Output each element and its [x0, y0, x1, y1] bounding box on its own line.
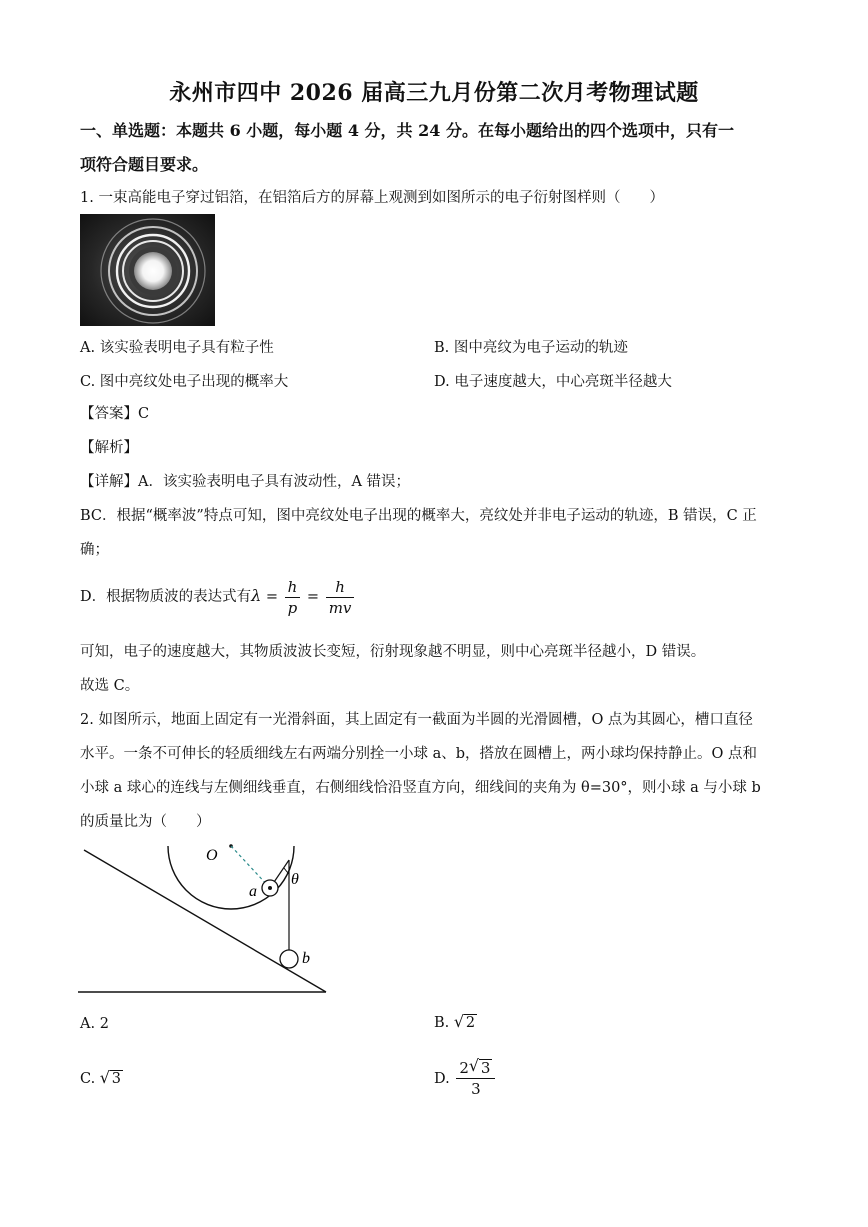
fraction-numerator: h	[285, 577, 301, 598]
section-heading-line2: 项符合题目要求。	[80, 155, 209, 174]
q2-option-b-prefix: B.	[434, 1015, 450, 1031]
label-b: b	[302, 950, 310, 967]
h-over-mv-fraction	[326, 577, 355, 618]
q1-analysis-label: 【解析】	[80, 440, 138, 456]
fraction-denominator: mv	[328, 598, 352, 617]
q2-option-d-prefix: D.	[434, 1070, 450, 1087]
fraction-numerator	[456, 1058, 495, 1079]
fraction-denominator: p	[287, 598, 298, 617]
q2-option-b	[434, 1014, 477, 1032]
label-o: O	[206, 847, 218, 864]
sqrt-radicand: 2	[465, 1015, 476, 1031]
fraction-denominator: 3	[471, 1080, 481, 1098]
theta-arc	[284, 868, 289, 874]
q1-detail-d-text: D．根据物质波的表达式有	[80, 589, 252, 605]
lambda-symbol: λ	[251, 586, 262, 605]
q2-stem-line2: 水平。一条不可伸长的轻质细线左右两端分别拴一小球 a、b，搭放在圆槽上，两小球均保持静止。O 点和	[80, 746, 758, 762]
h-over-p-fraction	[285, 577, 301, 618]
incline-line	[84, 850, 326, 992]
sqrt-radicand: 3	[111, 1071, 122, 1087]
page-title: 永州市四中 2026 届高三九月份第二次月考物理试题	[169, 80, 699, 106]
q1-detail-bc-line2: 确；	[80, 542, 109, 558]
section-heading-line1: 一、单选题：本题共 6 小题，每小题 4 分，共 24 分。在每小题给出的四个选项中，只有一	[80, 121, 734, 140]
q1-answer: 【答案】C	[80, 406, 150, 422]
q2-stem-line3: 小球 a 球心的连线与左侧细线垂直，右侧细线恰沿竖直方向，细线间的夹角为 θ=30°，则小球 a 与小球 b	[80, 780, 761, 796]
q1-detail-d	[80, 574, 356, 619]
q2-option-a: A. 2	[80, 1016, 109, 1032]
sqrt-2: √ 2	[453, 1012, 476, 1031]
q2-option-c	[80, 1070, 123, 1088]
q1-final: 故选 C。	[80, 678, 140, 694]
two-sqrt3-over-3	[456, 1058, 495, 1099]
label-a: a	[249, 883, 257, 900]
q1-stem: 1. 一束高能电子穿过铝箔，在铝箔后方的屏幕上观测到如图所示的电子衍射图样则（ ）	[80, 190, 664, 206]
q1-detail-conclusion: 可知，电子的速度越大，其物质波波长变短，衍射现象越不明显，则中心亮斑半径越小，D 错误。	[80, 644, 706, 660]
fraction-numerator: h	[326, 577, 355, 598]
q1-option-b: B. 图中亮纹为电子运动的轨迹	[434, 340, 628, 356]
q2-stem-line4: 的质量比为（ ）	[80, 814, 211, 830]
q2-stem-line1: 2. 如图所示，地面上固定有一光滑斜面，其上固定有一截面为半圆的光滑圆槽，O 点为其圆心，槽口直径	[80, 712, 753, 728]
numerator-coefficient: 2	[459, 1059, 469, 1077]
semicircle-groove	[168, 846, 294, 909]
incline-groove-diagram	[78, 838, 330, 998]
q1-option-a: A. 该实验表明电子具有粒子性	[80, 340, 274, 356]
sqrt-radicand: 3	[480, 1059, 491, 1077]
equals-sign-1: =	[265, 589, 279, 605]
q2-option-d	[434, 1058, 497, 1099]
q1-detail-a: 【详解】A．该实验表明电子具有波动性，A 错误；	[80, 474, 411, 490]
equals-sign-2: =	[306, 589, 320, 605]
sqrt-3: √ 3	[99, 1068, 122, 1087]
q2-option-c-prefix: C.	[80, 1071, 96, 1087]
electron-diffraction-image	[80, 214, 215, 326]
sqrt-3: √ 3	[468, 1056, 491, 1077]
ball-b	[280, 950, 298, 968]
label-theta: θ	[291, 871, 299, 888]
q1-option-d: D. 电子速度越大，中心亮斑半径越大	[434, 374, 672, 390]
q1-option-c: C. 图中亮纹处电子出现的概率大	[80, 374, 289, 390]
q1-detail-bc-line1: BC．根据“概率波”特点可知，图中亮纹处电子出现的概率大，亮纹处并非电子运动的轨迹，B 错误，C 正	[80, 508, 757, 524]
